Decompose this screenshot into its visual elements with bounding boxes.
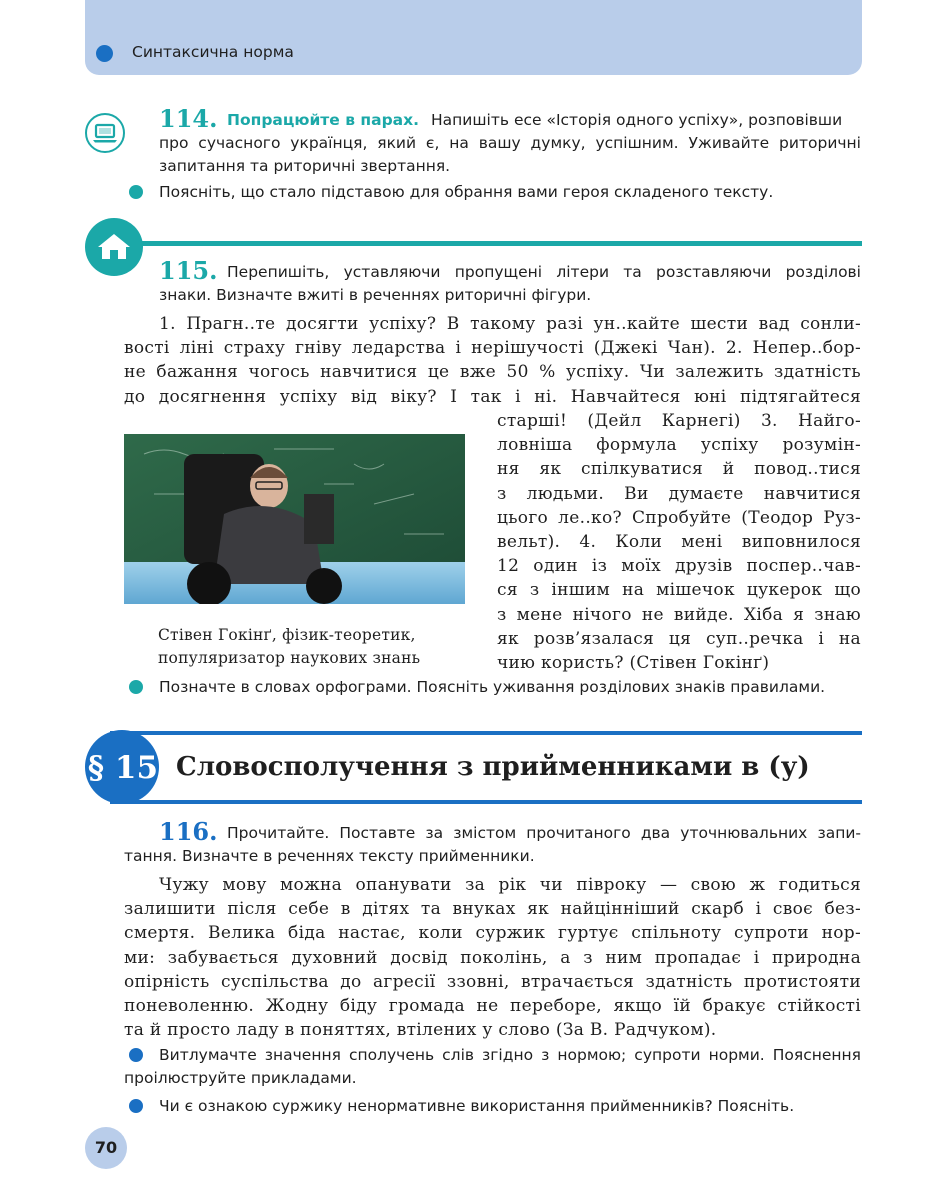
text-line: поневоленню. Жодну біду громада не переборе, якщо їй бракує стійкості (124, 996, 861, 1017)
exercise-116-bullet-1-line-2: проілюструйте прикладами. (124, 1069, 357, 1087)
page-header (85, 0, 862, 75)
caption-line: Стівен Гокінґ, фізик-теоретик, (158, 626, 416, 644)
caption-line: популяризатор наукових знань (158, 649, 421, 667)
text-line: до досягнення успіху від віку? І так і ні. Навчайтеся юні підтягайтеся (124, 386, 861, 407)
page-number: 70 (85, 1127, 127, 1169)
section-title: Словосполучення з прийменниками в (у) (176, 752, 810, 782)
homework-divider (140, 241, 862, 246)
exercise-115-text-full (124, 312, 861, 409)
section-top-rule (110, 731, 862, 735)
text-line: опірність суспільства до агресії ззовні, втрачається здатність протистояти (124, 971, 861, 992)
laptop-icon (85, 113, 125, 153)
exercise-114-line-2: про сучасного українця, який є, на вашу думку, успішним. Уживайте риторичні (159, 134, 861, 152)
exercise-115-task-line-1: Перепишіть, уставляючи пропущені літери та розставляючи розділові (227, 263, 861, 281)
text-line: ся з іншим на мішечок цукерок що (497, 580, 861, 601)
text-line: 1. Прагн..те досягти успіху? В такому разі ун..кайте шести вад сонли- (159, 314, 861, 334)
exercise-116-task-line-2: тання. Визначте в реченнях тексту прийменники. (124, 847, 535, 865)
exercise-116-number: 116. (159, 817, 218, 846)
text-line: ня як спілкуватися й повод..тися (497, 459, 861, 480)
bullet-icon (129, 1048, 143, 1062)
section-number: § 15 (87, 750, 159, 786)
exercise-114-bullet: Поясніть, що стало підставою для обрання вами героя складеного тексту. (159, 183, 774, 201)
section-bottom-rule (110, 800, 862, 804)
text-line: цього ле..ко? Спробуйте (Теодор Руз- (497, 507, 861, 528)
text-line: з людьми. Ви думаєте навчитися (497, 483, 861, 504)
portrait-photo (124, 434, 465, 604)
exercise-114-number: 114. (159, 104, 218, 133)
text-line: не бажання чогось навчитися це вже 50 % успіху. Чи залежить здатність (124, 362, 861, 383)
exercise-115-text-narrow (497, 409, 861, 675)
text-line: як розв’язалася ця суп..речка і на (497, 628, 861, 649)
home-icon (85, 218, 143, 276)
photo-caption (158, 624, 420, 670)
text-line: чию користь? (Стівен Гокінґ) (497, 653, 770, 674)
text-line: та й просто ладу в поняттях, втілених у слово (За В. Радчуком). (124, 1020, 717, 1041)
header-title: Синтаксична норма (132, 43, 294, 61)
text-line: з мене нічого не вийде. Хіба я знаю (497, 604, 861, 625)
text-line: 12 один із моїх друзів поспер..чав- (497, 556, 861, 577)
exercise-115-number: 115. (159, 256, 218, 285)
bullet-icon (129, 185, 143, 199)
exercise-114-line-1: Напишіть есе «Історія одного успіху», розповівши (431, 111, 843, 129)
bullet-icon (129, 680, 143, 694)
text-line: вельт). 4. Коли мені виповнилося (497, 532, 861, 553)
exercise-114-heading: Попрацюйте в парах. (227, 111, 420, 129)
exercise-114-line-3: запитання та риторичні звертання. (159, 157, 451, 175)
text-line: ловніша формула успіху розумін- (497, 435, 861, 456)
text-line: залишити після себе в дітях та внуках як найцінніший скарб і своє без- (124, 899, 861, 920)
text-line: смертя. Велика біда настає, коли суржик гуртує спільноту супроти нор- (124, 923, 861, 944)
exercise-116-text (124, 873, 861, 1042)
text-line: Чужу мову можна опанувати за рік чи півроку — свою ж годиться (159, 875, 861, 895)
text-line: вості ліні страху гніву ледарства і нерішучості (Джекі Чан). 2. Непер..бор- (124, 338, 861, 359)
exercise-116-bullet-2: Чи є ознакою суржику ненормативне використання прийменників? Поясніть. (159, 1097, 795, 1115)
exercise-115-bullet: Позначте в словах орфограми. Поясніть уживання розділових знаків правилами. (159, 678, 826, 696)
text-line: старші! (Дейл Карнегі) 3. Найго- (497, 411, 861, 431)
exercise-115-task-line-2: знаки. Визначте вжиті в реченнях риторичні фігури. (159, 286, 592, 304)
exercise-116-bullet-1-line-1: Витлумачте значення сполучень слів згідно з нормою; супроти норми. Пояснення (159, 1046, 861, 1064)
text-line: ми: забувається духовний досвід поколінь, а з ним пропадає і природна (124, 947, 861, 968)
bullet-icon (129, 1099, 143, 1113)
exercise-116-task-line-1: Прочитайте. Поставте за змістом прочитаного два уточнювальних запи- (227, 824, 861, 842)
header-bullet-icon (96, 45, 113, 62)
